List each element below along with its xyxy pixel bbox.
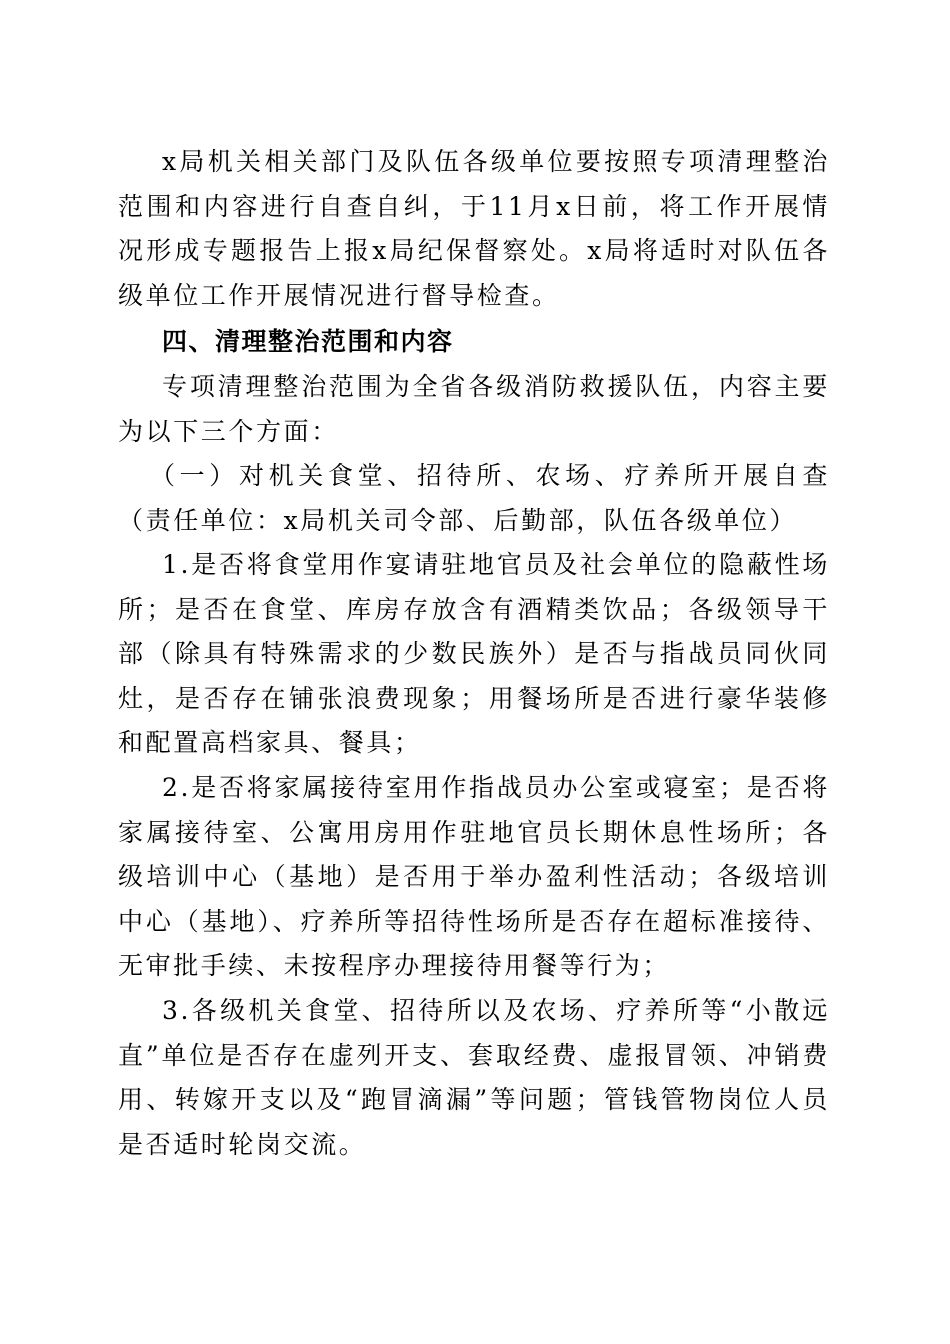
list-item-1: 1.是否将食堂用作宴请驻地官员及社会单位的隐蔽性场所；是否在食堂、库房存放含有酒精类饮品；各级领导干部（除具有特殊需求的少数民族外）是否与指战员同伙同灶，是否存在铺张浪费现象；用餐场所是否进行豪华装修和配置高档家具、餐具； (118, 550, 830, 758)
list-item-2: 2.是否将家属接待室用作指战员办公室或寝室；是否将家属接待室、公寓用房用作驻地官员长期休息性场所；各级培训中心（基地）是否用于举办盈利性活动；各级培训中心（基地）、疗养所等招待性场所是否存在超标准接待、无审批手续、未按程序办理接待用餐等行为； (118, 773, 830, 981)
subheading-canteen-inspection: （一）对机关食堂、招待所、农场、疗养所开展自查（责任单位：x局机关司令部、后勤部，队伍各级单位） (118, 461, 830, 535)
section-heading-scope-and-content: 四、清理整治范围和内容 (162, 327, 454, 356)
paragraph-scope-intro: 专项清理整治范围为全省各级消防救援队伍，内容主要为以下三个方面： (118, 372, 830, 446)
paragraph-self-inspection-report: x局机关相关部门及队伍各级单位要按照专项清理整治范围和内容进行自查自纠，于11月x日前，将工作开展情况形成专题报告上报x局纪保督察处。x局将适时对队伍各级单位工作开展情况进行督导检查。 (118, 147, 830, 310)
list-item-3: 3.各级机关食堂、招待所以及农场、疗养所等“小散远直”单位是否存在虚列开支、套取经费、虚报冒领、冲销费用、转嫁开支以及“跑冒滴漏”等问题；管钱管物岗位人员是否适时轮岗交流。 (118, 996, 830, 1159)
